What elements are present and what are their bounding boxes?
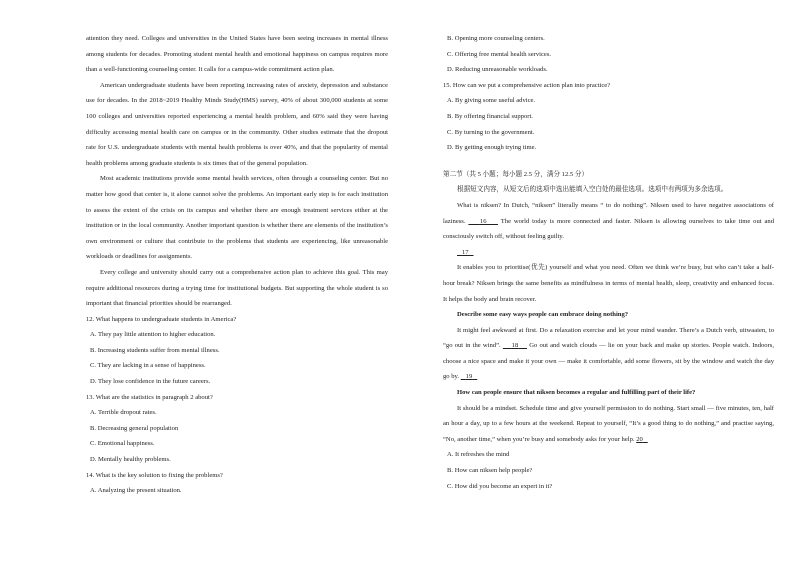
question-option: B. Opening more counseling centers.	[447, 35, 545, 42]
paragraph-text: It might feel awkward at first. Do a relaxation exercise and let your mind wander. There’s a Dutch verb, uitwaaien, to “go out in the wind”.	[443, 326, 774, 350]
blank-number: 19	[465, 373, 473, 381]
blank-line	[443, 245, 774, 261]
passage-heading: How can people ensure that niksen becomes a regular and fulfilling part of their life?	[457, 389, 696, 397]
passage-paragraph	[443, 198, 774, 245]
right-column	[443, 31, 774, 494]
question-12: 12. What happens to undergraduate students in America?	[86, 315, 237, 323]
passage-paragraph: American undergraduate students have been reporting increasing rates of anxiety, depression and substance use for decades. In the 2018~2019 Healthy Minds Study(HMS) survey, 40% of about 300,000 students at some 100 colleges and universities reported experiencing a mental health problem, and 60% said they were having difficulty accessing mental health care on campus or in the community. Other studies estimate that the dropout rate for U.S. undergraduate students with mental health problems is over 40%, and that the popularity of mental health problems among graduate students is six times that of the general population.	[86, 81, 388, 167]
question-option: A. By giving some useful advice.	[447, 97, 536, 105]
passage-paragraph: It enables you to prioritise(优先) yourself and what you need. Often we think we’re busy, but who can’t take a half-hour break? Niksen brings the same benefits as mindfulness in terms of mental health, sleep, creativity and enhanced focus. It helps the body and brain recover.	[443, 264, 774, 303]
question-option: B. Decreasing general population	[90, 424, 179, 432]
paragraph-text: It should be a mindset. Schedule time and give yourself permission to do nothing. Start small — five minutes, ten, half an hour a day, up to a few hours at the weekend. Repeat to yourself, “It’s a good thing to do nothing,” and practise saying, “No, another time,” when you’re busy and somebody asks for your help.	[443, 404, 774, 443]
left-column	[86, 31, 388, 499]
section-instruction: 根据短文内容，从短文后的选项中选出能填入空白处的最佳选项。选项中有两项为多余选项。	[457, 186, 728, 194]
answer-option: C. How did you become an expert in it?	[447, 482, 553, 490]
answer-option: B. How can niksen help people?	[447, 467, 533, 475]
blank-18	[503, 342, 527, 349]
question-option: C. Emotional happiness.	[90, 440, 155, 448]
blank-16	[468, 218, 498, 225]
question-option: D. Reducing unreasonable workloads.	[447, 66, 548, 74]
section-title: 第二节（共 5 小题；每小题 2.5 分，满分 12.5 分）	[443, 170, 589, 178]
passage-paragraph: Every college and university should carry out a comprehensive action plan to achieve this goal. This may require additional resources during a trying time for institutional budgets. But supporting the whole student is so important that financial priorities should be rearranged.	[86, 268, 388, 308]
blank-number: 17	[461, 248, 469, 256]
blank-17	[457, 249, 474, 256]
answer-option: A. It refreshes the mind	[447, 451, 510, 459]
blank-number: 18	[511, 342, 519, 350]
passage-paragraph	[443, 323, 774, 385]
passage-paragraph: attention they need. Colleges and universities in the United States have been seeing increases in mental illness among students for decades. Promoting student mental health and emotional happiness on campus requires more than a well-functioning counseling center. It calls for a campus-wide commitment action plan.	[86, 35, 388, 74]
paragraph-text: What is niksen? In Dutch, “niksen” literally means “ to do nothing”. Niksen used to have negative associations of laziness.	[443, 201, 774, 225]
question-option: D. Mentally healthy problems.	[90, 456, 171, 464]
question-option: A. Analyzing the present situation.	[90, 487, 182, 495]
question-15: 15. How can we put a comprehensive action plan into practice?	[443, 81, 611, 89]
passage-paragraph: Most academic institutions provide some mental health services, often through a counseling center. But no matter how good that center is, it alone cannot solve the problems. An important early step is for each institution to assess the extent of the crisis on its campus and whether there are enough treatment services either at the institution or in the local community. Another important question is whether there are elements of the institution’s own environment or culture that contribute to the problems that students are experiencing, like unreasonable workloads or deadlines for assignments.	[86, 175, 388, 261]
paragraph-text: The world today is more connected and faster. Niksen is allowing ourselves to take time out and consciously switch off, without feeling guilty.	[443, 217, 774, 241]
paragraph-text: Go out and watch clouds — lie on your back and make up stories. People watch. Indoors, choose a nice space and make it your own — make it comfortable, add some flowers, sit by the window and watch the day go by.	[443, 342, 774, 381]
blank-19	[461, 373, 478, 380]
question-option: A. They pay little attention to higher education.	[90, 331, 216, 339]
question-14: 14. What is the key solution to fixing the problems?	[86, 471, 223, 479]
question-option: C. By turning to the government.	[447, 128, 535, 136]
question-13: 13. What are the statistics in paragraph 2 about?	[86, 393, 213, 401]
blank-number: 20	[636, 435, 643, 443]
passage-paragraph	[443, 401, 774, 448]
blank-number: 16	[479, 217, 487, 225]
question-option: D. They lose confidence in the future careers.	[90, 378, 211, 386]
question-option: C. They are lacking in a sense of happiness.	[90, 362, 206, 370]
question-option: C. Offering free mental health services.	[447, 50, 552, 58]
question-option: A. Terrible dropout rates.	[90, 409, 157, 417]
blank-20	[636, 436, 648, 443]
question-option: B. By offering financial support.	[447, 112, 533, 120]
question-option: D. By getting enough trying time.	[447, 144, 537, 152]
question-option: B. Increasing students suffer from mental illness.	[90, 346, 220, 354]
passage-heading: Describe some easy ways people can embrace doing nothing?	[457, 311, 629, 319]
spacer	[443, 156, 774, 163]
